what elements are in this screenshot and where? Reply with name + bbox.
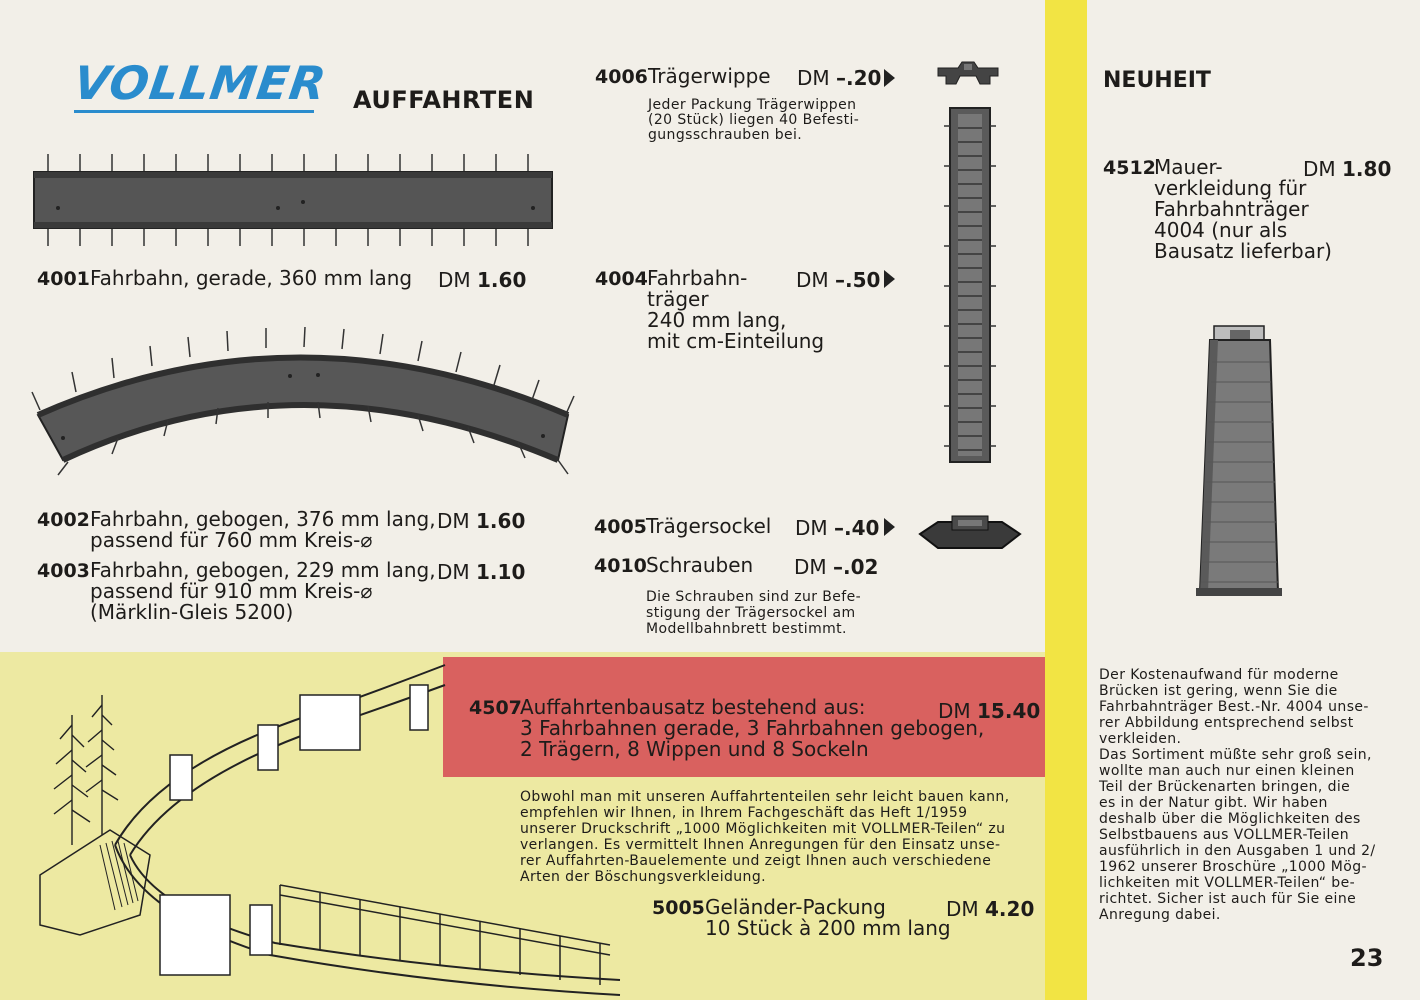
item-desc-4507-line2: 3 Fahrbahnen gerade, 3 Fahrbahnen gebogen,	[520, 716, 985, 740]
item-code-4010: 4010	[594, 555, 647, 577]
item-desc-4003-line1: Fahrbahn, gebogen, 229 mm lang,	[90, 558, 436, 582]
neuheit-text-line3: Fahrbahnträger Best.-Nr. 4004 unse-	[1099, 699, 1369, 715]
item-code-4002: 4002	[37, 509, 90, 531]
info-paragraph-line4: verlangen. Es vermittelt Ihnen Anregungen für den Einsatz unse-	[520, 837, 1001, 853]
item-price-4003	[437, 560, 525, 584]
item-code-4006: 4006	[595, 66, 648, 88]
item-price-5005	[946, 897, 1034, 921]
neuheit-text-line16: Anregung dabei.	[1099, 907, 1221, 923]
item-desc-4507-line1: Auffahrtenbausatz bestehend aus:	[520, 695, 866, 719]
neuheit-text-line4: rer Abbildung entsprechend selbst	[1099, 715, 1354, 731]
item-price-4001	[438, 268, 526, 292]
item-price-4507	[938, 699, 1040, 723]
info-paragraph-line5: rer Auffahrten-Bauelemente und zeigt Ihnen auch verschiedene	[520, 853, 992, 869]
girder-image	[940, 106, 1000, 466]
item-note-4010-line1: Die Schrauben sind zur Befe-	[646, 589, 862, 605]
item-code-4004: 4004	[595, 268, 648, 290]
item-desc-4002-line1: Fahrbahn, gebogen, 376 mm lang,	[90, 507, 436, 531]
neuheit-text-line6: Das Sortiment müßte sehr groß sein,	[1099, 747, 1372, 763]
item-desc-4004-line3: 240 mm lang,	[647, 308, 787, 332]
price-prefix: DM	[795, 516, 828, 540]
neuheit-text-line8: Teil der Brückenarten bringen, die	[1099, 779, 1351, 795]
price-prefix: DM	[946, 897, 979, 921]
info-paragraph-line6: Arten der Böschungsverkleidung.	[520, 869, 766, 885]
price-prefix: DM	[796, 268, 829, 292]
item-code-4003: 4003	[37, 560, 90, 582]
info-paragraph-line2: empfehlen wir Ihnen, in Ihrem Fachgeschäft das Heft 1/1959	[520, 805, 968, 821]
rocker-image	[932, 56, 1004, 90]
price-prefix: DM	[797, 66, 830, 90]
straight-track-image	[28, 150, 558, 250]
item-price-4002	[437, 509, 525, 533]
item-desc-4512-line1: Mauer-	[1154, 155, 1223, 179]
item-note-4006-line3: gungsschrauben bei.	[648, 127, 803, 143]
pillar-image	[1190, 322, 1290, 602]
item-price-4512	[1303, 157, 1391, 181]
socket-image	[916, 512, 1024, 554]
neuheit-text-line13: 1962 unserer Broschüre „1000 Mög-	[1099, 859, 1367, 875]
neuheit-text-line1: Der Kostenaufwand für moderne	[1099, 667, 1339, 683]
item-note-4010-line3: Modellbahnbrett bestimmt.	[646, 621, 847, 637]
neuheit-text-line9: es in der Natur gibt. Wir haben	[1099, 795, 1328, 811]
item-code-4512: 4512	[1103, 157, 1156, 179]
vollmer-logo: VOLLMER	[70, 56, 330, 110]
item-price-4005	[795, 516, 879, 540]
price-value: –.20	[836, 66, 882, 90]
price-value: 1.10	[476, 560, 526, 584]
pointer-arrow-icon	[884, 270, 895, 288]
neuheit-text-line14: lichkeiten mit VOLLMER-Teilen“ be-	[1099, 875, 1356, 891]
item-desc-4010: Schrauben	[646, 553, 754, 577]
neuheit-text-line11: Selbstbauens aus VOLLMER-Teilen	[1099, 827, 1350, 843]
price-value: –.50	[835, 268, 881, 292]
price-value: –.02	[833, 555, 879, 579]
item-desc-4004-line2: träger	[647, 287, 709, 311]
price-prefix: DM	[938, 699, 971, 723]
neuheit-text-line5: verkleiden.	[1099, 731, 1182, 747]
curved-track-image	[28, 320, 578, 480]
pointer-arrow-icon	[884, 518, 895, 536]
item-desc-4005: Trägersockel	[646, 514, 772, 538]
item-desc-4512-line5: Bausatz lieferbar)	[1154, 239, 1332, 263]
item-desc-4004-line4: mit cm-Einteilung	[647, 329, 825, 353]
price-prefix: DM	[437, 560, 470, 584]
price-prefix: DM	[794, 555, 827, 579]
neuheit-text-line12: ausführlich in den Ausgaben 1 und 2/	[1099, 843, 1376, 859]
item-code-4507: 4507	[469, 697, 522, 719]
price-value: –.40	[834, 516, 880, 540]
item-code-4005: 4005	[594, 516, 647, 538]
item-price-4010	[794, 555, 878, 579]
item-desc-5005-line2: 10 Stück à 200 mm lang	[705, 916, 951, 940]
item-note-4006-line1: Jeder Packung Trägerwippen	[648, 97, 857, 113]
item-code-5005: 5005	[652, 897, 705, 919]
item-desc-4512-line3: Fahrbahnträger	[1154, 197, 1309, 221]
price-prefix: DM	[1303, 157, 1336, 181]
price-value: 1.60	[477, 268, 527, 292]
neuheit-text-line7: wollte man auch nur einen kleinen	[1099, 763, 1355, 779]
item-desc-4512-line2: verkleidung für	[1154, 176, 1307, 200]
item-desc-4006: Trägerwippe	[648, 64, 771, 88]
page-number: 23	[1350, 944, 1384, 972]
neuheit-text-line15: richtet. Sicher ist auch für Sie eine	[1099, 891, 1357, 907]
neuheit-heading: NEUHEIT	[1103, 68, 1211, 93]
section-title: AUFFAHRTEN	[353, 86, 535, 114]
logo-underline	[74, 110, 314, 113]
item-note-4006-line2: (20 Stück) liegen 40 Befesti-	[648, 112, 860, 128]
item-desc-4512-line4: 4004 (nur als	[1154, 218, 1288, 242]
item-code-4001: 4001	[37, 268, 90, 290]
item-desc-5005-line1: Geländer-Packung	[705, 895, 886, 919]
neuheit-text-line2: Brücken ist gering, wenn Sie die	[1099, 683, 1338, 699]
item-desc-4001: Fahrbahn, gerade, 360 mm lang	[90, 266, 413, 290]
price-value: 1.80	[1342, 157, 1392, 181]
price-value: 4.20	[985, 897, 1035, 921]
neuheit-text-line10: deshalb über die Möglichkeiten des	[1099, 811, 1361, 827]
item-desc-4004-line1: Fahrbahn-	[647, 266, 748, 290]
item-note-4010-line2: stigung der Trägersockel am	[646, 605, 856, 621]
item-price-4004	[796, 268, 880, 292]
price-prefix: DM	[438, 268, 471, 292]
item-price-4006	[797, 66, 881, 90]
item-desc-4003-line2: passend für 910 mm Kreis-⌀	[90, 579, 373, 603]
yellow-divider-bar	[1045, 0, 1087, 1000]
info-paragraph-line1: Obwohl man mit unseren Auffahrtenteilen sehr leicht bauen kann,	[520, 789, 1010, 805]
item-desc-4002-line2: passend für 760 mm Kreis-⌀	[90, 528, 373, 552]
item-desc-4507-line3: 2 Trägern, 8 Wippen und 8 Sockeln	[520, 737, 869, 761]
price-value: 15.40	[977, 699, 1041, 723]
pointer-arrow-icon	[884, 69, 895, 87]
price-prefix: DM	[437, 509, 470, 533]
price-value: 1.60	[476, 509, 526, 533]
item-desc-4003-line3: (Märklin-Gleis 5200)	[90, 600, 294, 624]
info-paragraph-line3: unserer Druckschrift „1000 Möglichkeiten mit VOLLMER-Teilen“ zu	[520, 821, 1006, 837]
